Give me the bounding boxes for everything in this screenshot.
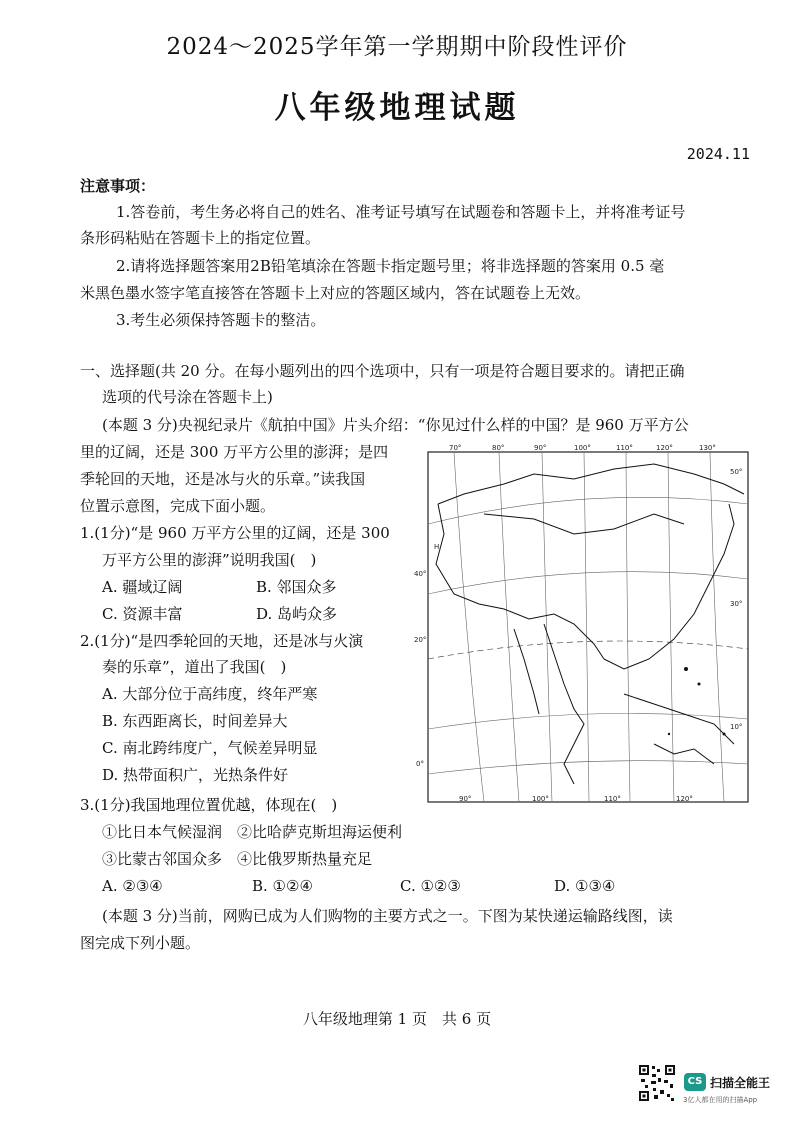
lon-label: 90° [534,444,547,452]
intro-line: (本题 3 分)当前，网购已成为人们购物的主要方式之一。下图为某快递运输路线图，读 [102,907,673,925]
option-d: D. ①③④ [554,877,616,895]
island [668,733,670,735]
question-stem: 3.(1分)我国地理位置优越，体现在( ) [80,796,338,814]
lon-label: 70° [449,444,462,452]
lat-label: 20° [414,636,427,644]
section-title-cont: 选项的代号涂在答题卡上) [102,388,273,406]
option-d: D. 岛屿众多 [256,605,338,623]
lat-label: 50° [730,468,743,476]
lon-label: 110° [604,795,621,803]
lon-label: 120° [656,444,673,452]
notice-line: 米黑色墨水签字笔直接答在答题卡上对应的答题区域内，答在试题卷上无效。 [80,284,591,302]
island [684,667,688,671]
lon-label: 120° [676,795,693,803]
intro-line: 里的辽阔，还是 300 万平方公里的澎湃；是四 [80,443,389,461]
question-stem: 万平方公里的澎湃”说明我国( ) [102,551,317,569]
intro-line: 位置示意图，完成下面小题。 [80,497,276,515]
intro-line: 图完成下列小题。 [80,934,201,952]
lat-label: 40° [414,570,427,578]
map-svg [414,444,754,809]
page-footer: 八年级地理第 1 页 共 6 页 [302,1010,492,1028]
lon-label: 90° [459,795,472,803]
lat-label: 0° [416,760,424,768]
statement-line: ①比日本气候湿润 ②比哈萨克斯坦海运便利 [102,823,403,841]
option-c: C. 资源丰富 [102,605,183,623]
exam-date: 2024.11 [686,145,750,163]
notice-line: 3.考生必须保持答题卡的整洁。 [116,311,326,329]
question-stem: 2.(1分)“是四季轮回的天地，还是冰与火演 [80,632,364,650]
lon-label: 110° [616,444,633,452]
lat-label: 30° [730,600,743,608]
lat-label: 10° [730,723,743,731]
camscanner-name: 扫描全能王 [710,1076,771,1090]
island [723,733,726,736]
china-location-map [414,444,754,809]
camscanner-tagline: 3亿人都在用的扫描App [683,1096,758,1104]
lon-label: 100° [574,444,591,452]
exam-subject-title: 八年级地理试题 [274,90,520,126]
statement-line: ③比蒙古邻国众多 ④比俄罗斯热量充足 [102,850,373,868]
question-stem: 1.(1分)“是 960 万平方公里的辽阔，还是 300 [80,524,390,542]
map-marker-label: H [434,543,440,551]
question-stem: 奏的乐章”，道出了我国( ) [102,658,287,676]
qr-code-icon [638,1064,676,1102]
island [698,683,701,686]
lon-label: 80° [492,444,505,452]
option-b: B. 邻国众多 [256,578,337,596]
option-b: B. ①②④ [252,877,313,895]
section-title: 一、选择题(共 20 分。在每小题列出的四个选项中，只有一项是符合题目要求的。请把正确 [80,362,685,380]
camscanner-logo: CS [684,1073,706,1091]
option-b: B. 东西距离长，时间差异大 [102,712,288,730]
exam-series-title: 2024～2025学年第一学期期中阶段性评价 [166,34,628,60]
intro-line: 季轮回的天地，还是冰与火的乐章。”读我国 [80,470,366,488]
notice-line: 条形码粘贴在答题卡上的指定位置。 [80,229,321,247]
option-a: A. ②③④ [102,877,163,895]
option-c: C. ①②③ [400,877,461,895]
lon-label: 100° [532,795,549,803]
notice-heading: 注意事项： [80,177,156,195]
option-d: D. 热带面积广，光热条件好 [102,766,289,784]
lon-label: 130° [699,444,716,452]
option-c: C. 南北跨纬度广，气候差异明显 [102,739,318,757]
notice-line: 2.请将选择题答案用2B铅笔填涂在答题卡指定题号里；将非选择题的答案用 0.5 毫 [116,257,665,275]
option-a: A. 大部分位于高纬度，终年严寒 [102,685,318,703]
intro-line: (本题 3 分)央视纪录片《航拍中国》片头介绍：“你见过什么样的中国？是 960 万平方公 [102,416,689,434]
option-a: A. 疆域辽阔 [102,578,183,596]
notice-line: 1.答卷前，考生务必将自己的姓名、准考证号填写在试题卷和答题卡上，并将准考证号 [116,203,686,221]
